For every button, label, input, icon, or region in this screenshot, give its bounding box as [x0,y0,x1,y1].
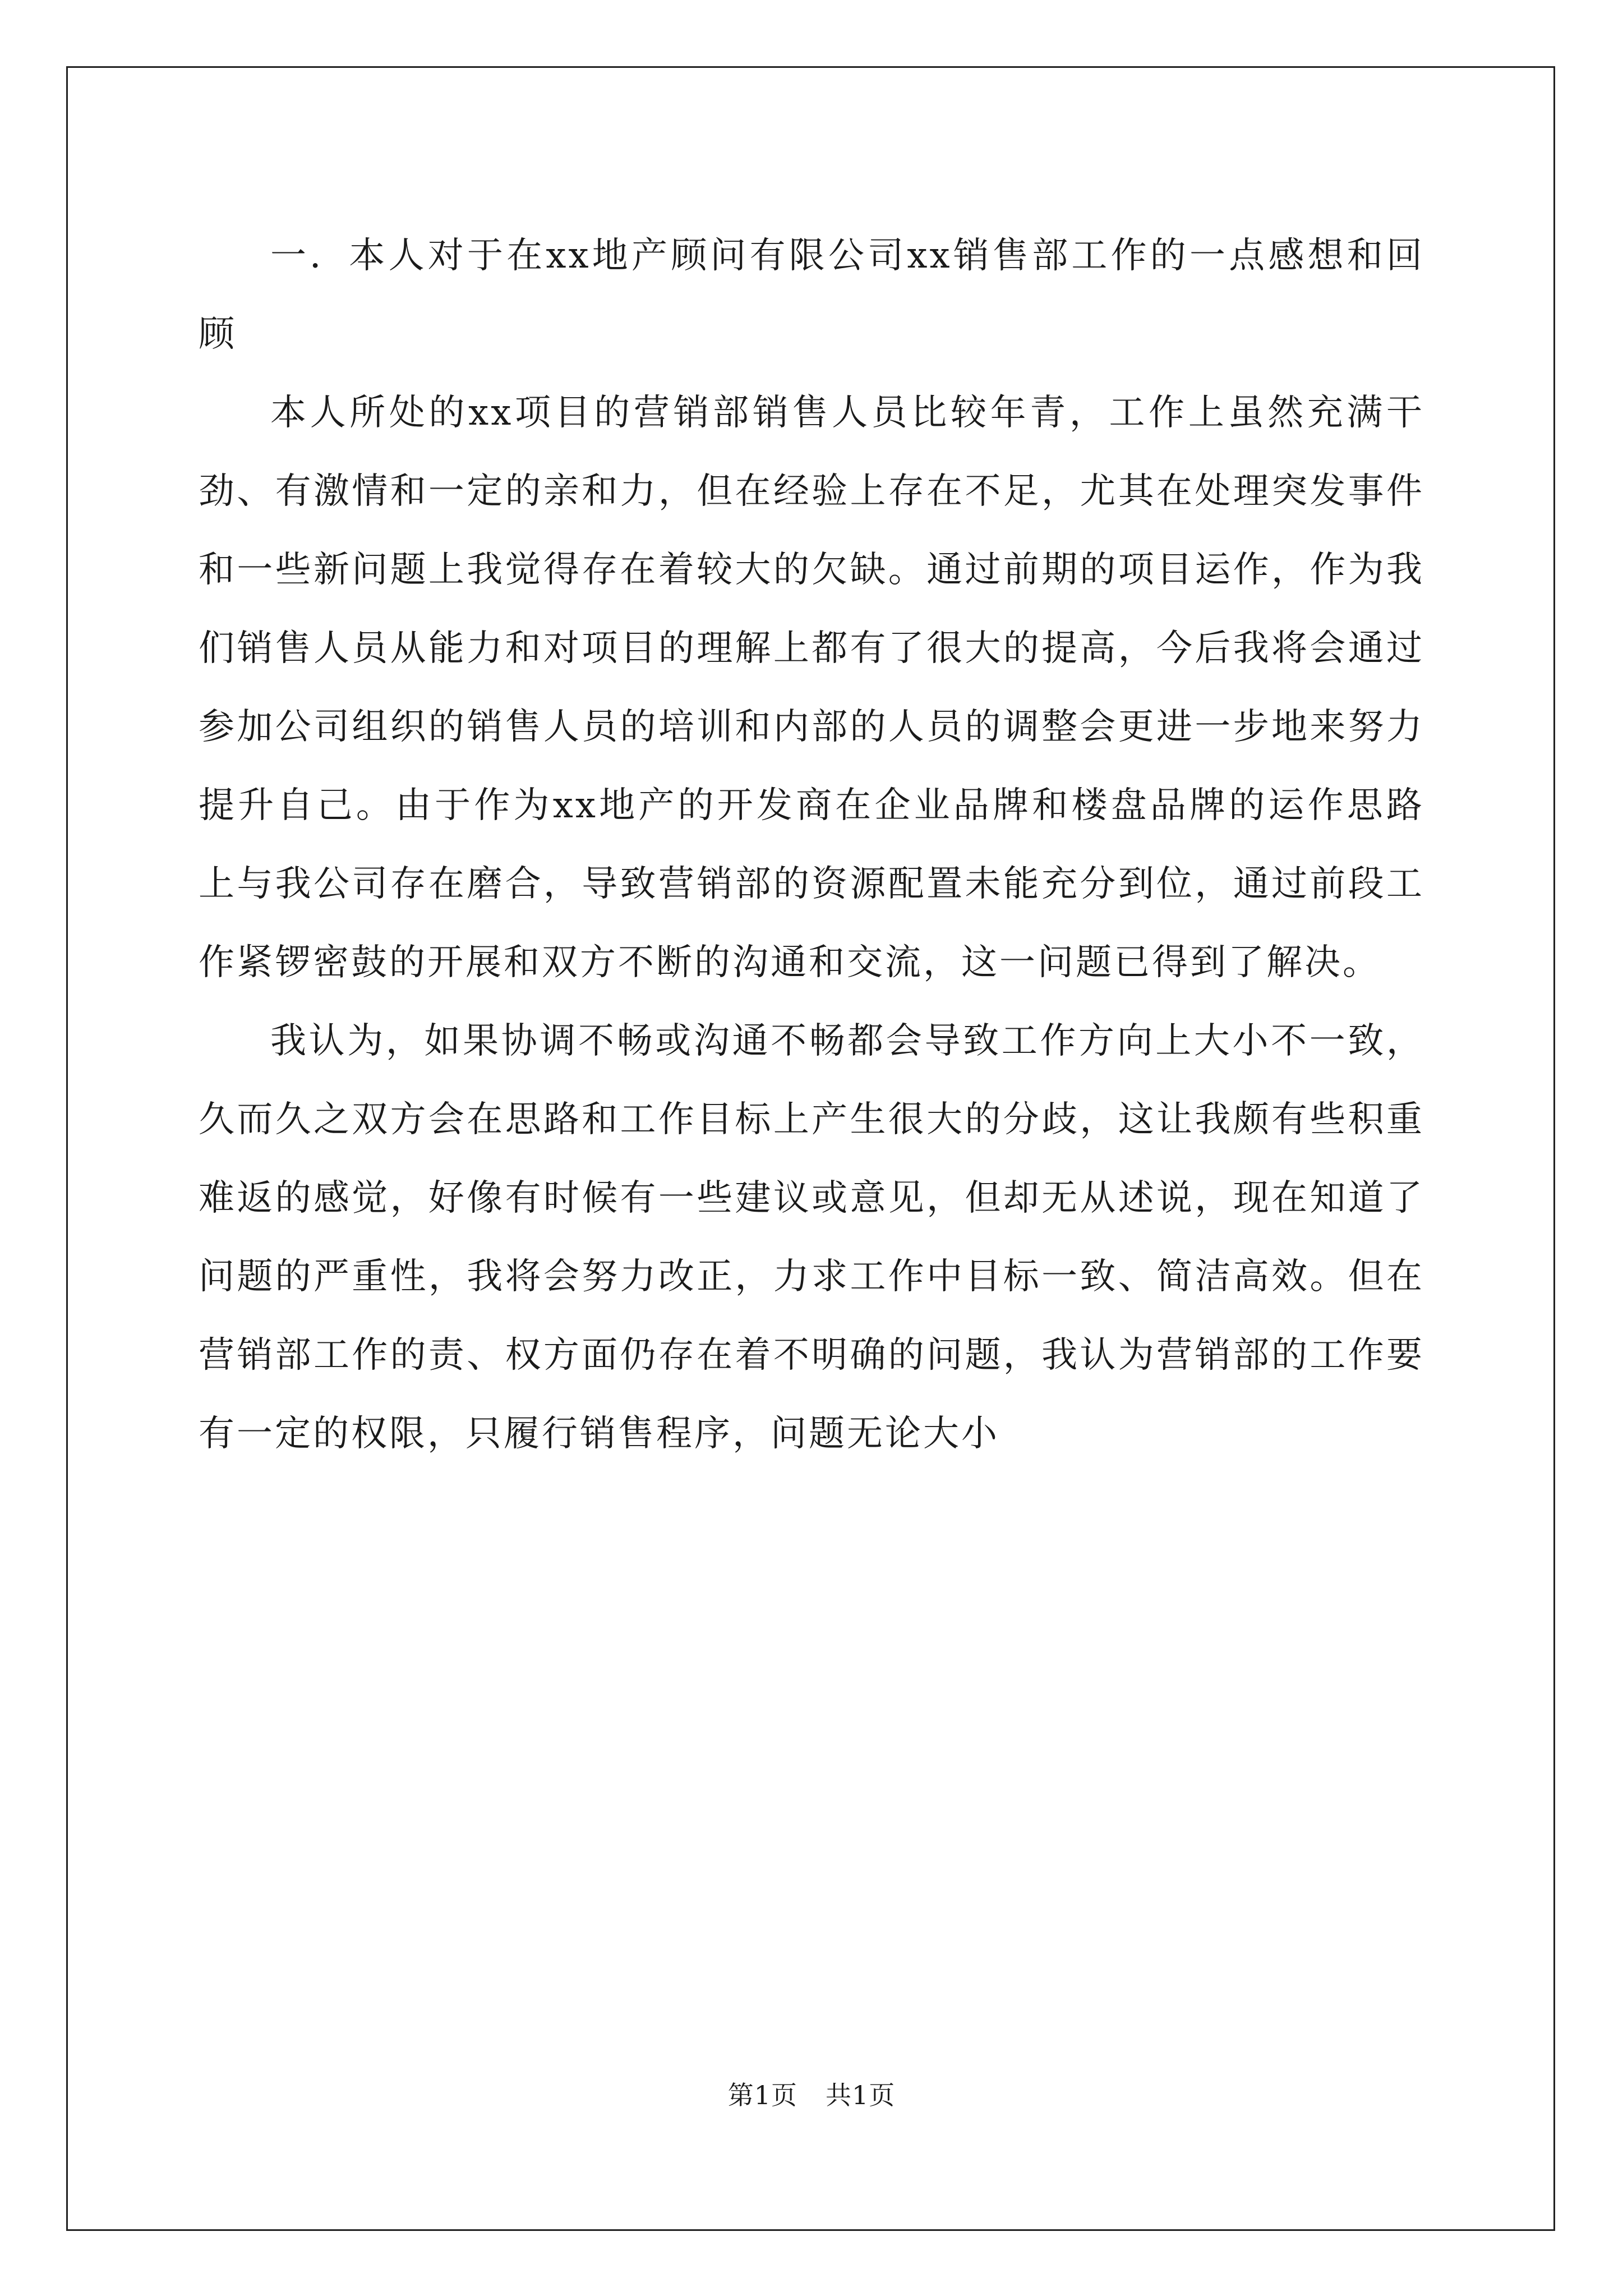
paragraph-heading: 一．本人对于在xx地产顾问有限公司xx销售部工作的一点感想和回顾 [199,235,1424,355]
document-body [199,217,1424,1473]
page-number: 第1页 [727,2080,797,2110]
paragraph: 本人所处的xx项目的营销部销售人员比较年青，工作上虽然充满干劲、有激情和一定的亲和力，但在经验上存在不足，尤其在处理突发事件和一些新问题上我觉得存在着较大的欠缺。通过前期的项目运作，作为我们销售人员从能力和对项目的理解上都有了很大的提高，今后我将会通过参加公司组织的销售人员的培训和内部的人员的调整会更进一步地来努力提升自己。由于作为xx地产的开发商在企业品牌和楼盘品牌的运作思路上与我公司存在磨合，导致营销部的资源配置未能充分到位，通过前段工作紧锣密鼓的开展和双方不断的沟通和交流，这一问题已得到了解决。 [199,392,1424,983]
page-footer [0,2078,1623,2112]
page-total: 共1页 [826,2080,896,2110]
paragraph: 我认为，如果协调不畅或沟通不畅都会导致工作方向上大小不一致，久而久之双方会在思路和工作目标上产生很大的分歧，这让我颇有些积重难返的感觉，好像有时候有一些建议或意见，但却无从述说，现在知道了问题的严重性，我将会努力改正，力求工作中目标一致、简洁高效。但在营销部工作的责、权方面仍存在着不明确的问题，我认为营销部的工作要有一定的权限，只履行销售程序，问题无论大小 [199,1020,1424,1455]
